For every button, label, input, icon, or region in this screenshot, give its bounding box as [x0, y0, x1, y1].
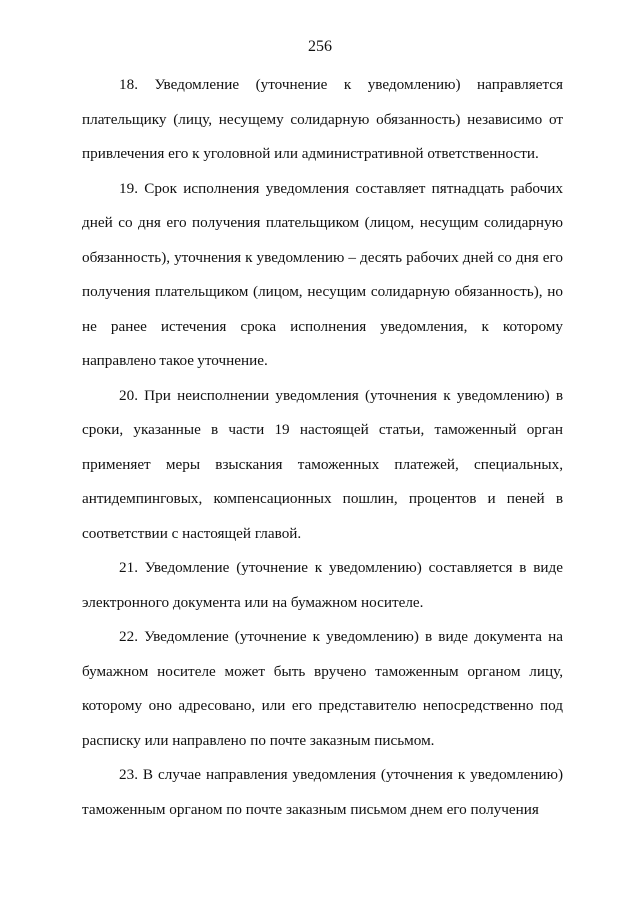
- paragraph-21: 21. Уведомление (уточнение к уведомлению) составляется в виде электронного документа или на бумажном носителе.: [82, 559, 563, 611]
- paragraph-22: 22. Уведомление (уточнение к уведомлению) в виде документа на бумажном носителе может быть вручено таможенным органом лицу, которому оно адресовано, или его представителю непосредственно под расписку или направлено по почте заказным письмом.: [82, 628, 563, 749]
- page-number: 256: [308, 38, 332, 55]
- paragraph-18: 18. Уведомление (уточнение к уведомлению) направляется плательщику (лицу, несущему солидарную обязанность) независимо от привлечения его к уголовной или административной ответственности.: [82, 76, 563, 162]
- paragraph-20: 20. При неисполнении уведомления (уточнения к уведомлению) в сроки, указанные в части 19 настоящей статьи, таможенный орган применяет меры взыскания таможенных платежей, специальных, антидемпинговых, компенсационных пошлин, процентов и пеней в соответствии с настоящей главой.: [82, 386, 563, 542]
- document-body: [82, 68, 563, 827]
- paragraph-23: 23. В случае направления уведомления (уточнения к уведомлению) таможенным органом по почте заказным письмом днем его получения: [82, 766, 563, 818]
- paragraph-19: 19. Срок исполнения уведомления составляет пятнадцать рабочих дней со дня его получения плательщиком (лицом, несущим солидарную обязанность), уточнения к уведомлению – десять рабочих дней со дня его получения плательщиком (лицом, несущим солидарную обязанность), но не ранее истечения срока исполнения уведомления, к которому направлено такое уточнение.: [82, 179, 563, 369]
